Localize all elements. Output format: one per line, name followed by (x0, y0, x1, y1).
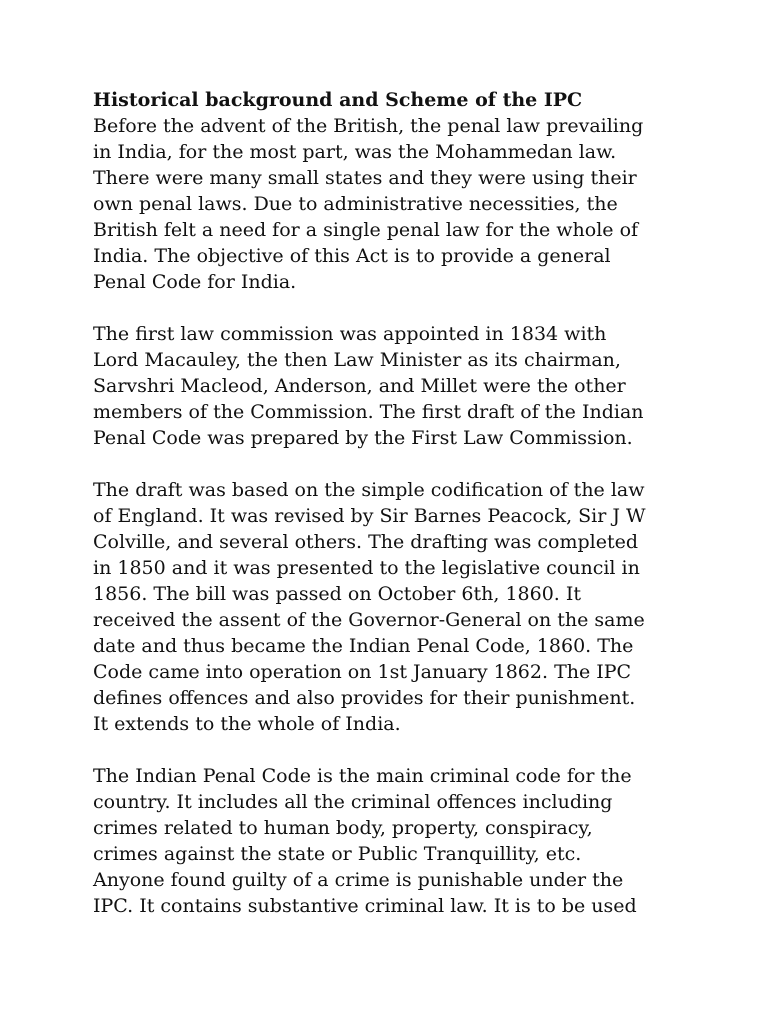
text-line: defines offences and also provides for their punishment. (93, 687, 636, 709)
text-line: in India, for the most part, was the Mohammedan law. (93, 141, 617, 163)
text-line: country. It includes all the criminal offences including (93, 791, 613, 813)
text-line: Sarvshri Macleod, Anderson, and Millet were the other (93, 375, 626, 397)
text-line: IPC. It contains substantive criminal law. It is to be used (93, 895, 637, 917)
text-line: crimes related to human body, property, conspiracy, (93, 817, 593, 839)
text-line: Anyone found guilty of a crime is punishable under the (93, 869, 624, 891)
text-line: of England. It was revised by Sir Barnes Peacock, Sir J W (93, 505, 646, 527)
text-line: 1856. The bill was passed on October 6th, 1860. It (93, 583, 582, 605)
text-line: The Indian Penal Code is the main criminal code for the (93, 765, 632, 787)
text-line: Code came into operation on 1st January 1862. The IPC (93, 661, 632, 683)
paragraph-list (93, 113, 683, 919)
text-line: received the assent of the Governor-General on the same (93, 609, 645, 631)
paragraph-4 (93, 763, 683, 919)
text-line: The draft was based on the simple codification of the law (93, 479, 645, 501)
text-line: Penal Code was prepared by the First Law Commission. (93, 427, 633, 449)
paragraph-2 (93, 321, 683, 451)
text-line: own penal laws. Due to administrative necessities, the (93, 193, 618, 215)
paragraph-1 (93, 113, 683, 295)
text-line: date and thus became the Indian Penal Code, 1860. The (93, 635, 634, 657)
text-line: It extends to the whole of India. (93, 713, 401, 735)
text-line: Lord Macauley, the then Law Minister as its chairman, (93, 349, 621, 371)
text-line: crimes against the state or Public Tranquillity, etc. (93, 843, 582, 865)
text-line: Penal Code for India. (93, 271, 297, 293)
text-line: Before the advent of the British, the penal law prevailing (93, 115, 644, 137)
paragraph-3 (93, 477, 683, 737)
text-line: British felt a need for a single penal law for the whole of (93, 219, 639, 241)
text-line: in 1850 and it was presented to the legislative council in (93, 557, 640, 579)
document-title: Historical background and Scheme of the IPC (93, 89, 583, 111)
text-line: There were many small states and they were using their (93, 167, 637, 189)
text-line: Colville, and several others. The drafting was completed (93, 531, 639, 553)
text-line: India. The objective of this Act is to provide a general (93, 245, 611, 267)
text-line: members of the Commission. The first draft of the Indian (93, 401, 644, 423)
document-body (93, 87, 683, 945)
text-line: The first law commission was appointed in 1834 with (93, 323, 607, 345)
